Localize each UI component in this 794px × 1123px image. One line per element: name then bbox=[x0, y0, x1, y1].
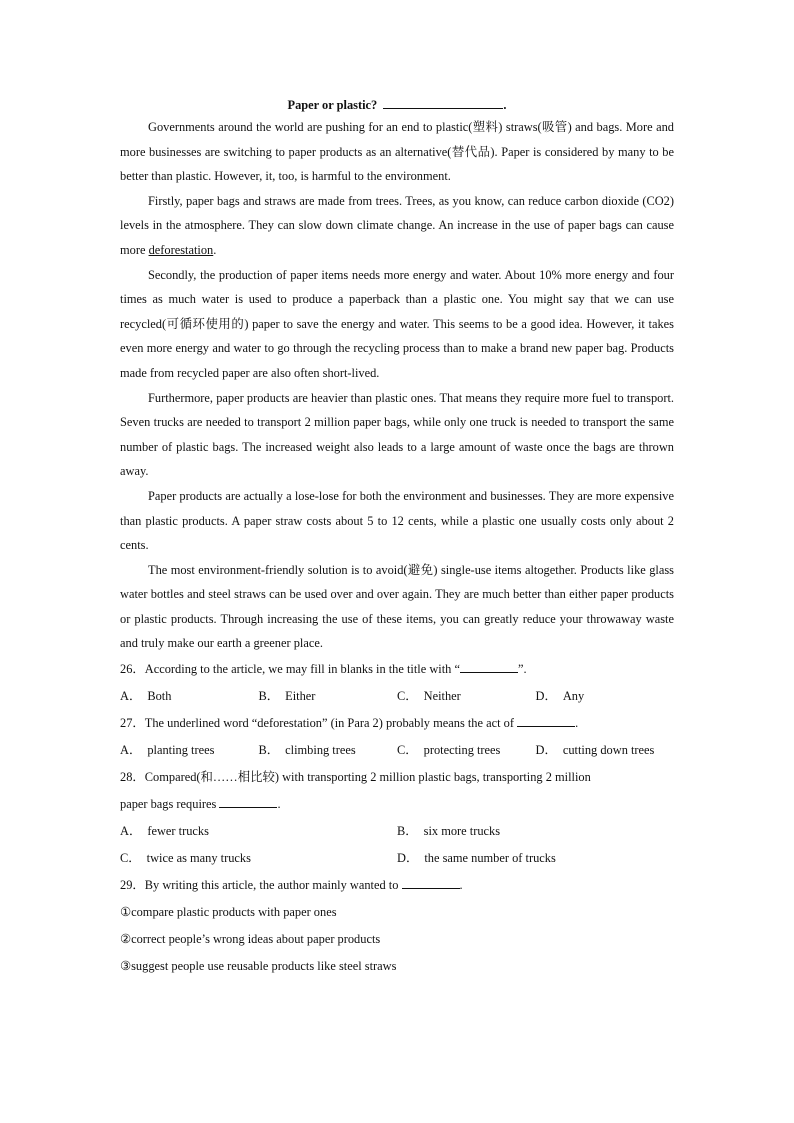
paragraph-6: The most environment-friendly solution is to avoid(避免) single-use items altogether. Products like glass water bottles and steel straws can be used over and over again. They are much better than either paper products or plastic products. Through increasing the use of these items, you can greatly reduce your throwaway waste and truly make our earth a greener place. bbox=[120, 562, 674, 651]
option-d[interactable]: D． cutting down trees bbox=[535, 743, 655, 758]
answer-blank bbox=[460, 662, 518, 673]
question-28-options-row2 bbox=[120, 845, 674, 872]
question-29 bbox=[120, 872, 674, 899]
answer-blank bbox=[402, 878, 460, 889]
option-d[interactable]: D． the same number of trucks bbox=[397, 851, 556, 866]
option-d[interactable]: D． Any bbox=[535, 689, 585, 704]
paragraph-4: Furthermore, paper products are heavier than plastic ones. That means they require more fuel to transport. Seven trucks are needed to transport 2 million paper bags, while only one truck is needed to transport the same number of plastic bags. The increased weight also leads to a large amount of waste once the bags are thrown away. bbox=[120, 390, 674, 479]
question-26-options bbox=[120, 683, 674, 710]
article-title bbox=[120, 95, 674, 115]
paragraph-3: Secondly, the production of paper items needs more energy and water. About 10% more energy and four times as much water is used to produce a paperback than a plastic one. You might say that we can use recycled(可循环使用的) paper to save the energy and water. This seems to be a good idea. However, it takes even more energy and water to go through the recycling process than to make a brand new paper bag. Products made from recycled paper are also often short-lived. bbox=[120, 267, 674, 380]
statement-2: ②correct people’s wrong ideas about paper products bbox=[120, 932, 381, 947]
paragraph-2-end: . bbox=[213, 242, 217, 257]
question-27 bbox=[120, 710, 674, 737]
option-a[interactable]: A． fewer trucks bbox=[120, 824, 209, 839]
option-a[interactable]: A． Both bbox=[120, 689, 172, 704]
paragraph-2 bbox=[120, 189, 674, 263]
title-text: Paper or plastic? bbox=[287, 98, 378, 112]
worksheet-page bbox=[120, 95, 674, 980]
option-b[interactable]: B． six more trucks bbox=[397, 824, 501, 839]
answer-blank bbox=[219, 797, 277, 808]
question-29-stem-end: . bbox=[459, 878, 463, 893]
option-b[interactable]: B． Either bbox=[258, 689, 316, 704]
paragraph-2-text: Firstly, paper bags and straws are made from trees. Trees, as you know, can reduce carbon dioxide (CO2) levels in the atmosphere. They can slow down climate change. An increase in the use of paper bags can cause more bbox=[120, 193, 674, 257]
question-27-options bbox=[120, 737, 674, 764]
question-28-stem-line2: paper bags requires bbox=[120, 797, 220, 812]
question-27-stem: 27．The underlined word “deforestation” (in Para 2) probably means the act of bbox=[120, 716, 518, 731]
title-blank bbox=[383, 96, 503, 109]
option-c[interactable]: C． Neither bbox=[397, 689, 461, 704]
title-period: . bbox=[503, 98, 507, 112]
question-29-stem: 29．By writing this article, the author mainly wanted to bbox=[120, 878, 402, 893]
question-28-stem-end: . bbox=[277, 797, 281, 812]
option-c[interactable]: C． twice as many trucks bbox=[120, 851, 251, 866]
question-28-options-row1 bbox=[120, 818, 674, 845]
option-a[interactable]: A． planting trees bbox=[120, 743, 215, 758]
question-26-stem-end: ”. bbox=[517, 662, 527, 677]
option-c[interactable]: C． protecting trees bbox=[397, 743, 501, 758]
paragraph-5: Paper products are actually a lose-lose for both the environment and businesses. They are more expensive than plastic products. A paper straw costs about 5 to 12 cents, while a plastic one usually costs only about 2 cents. bbox=[120, 488, 674, 553]
question-28 bbox=[120, 764, 674, 818]
question-27-stem-end: . bbox=[575, 716, 579, 731]
question-26-stem: 26．According to the article, we may fill in blanks in the title with “ bbox=[120, 662, 460, 677]
statement-3: ③suggest people use reusable products like steel straws bbox=[120, 959, 397, 974]
option-b[interactable]: B． climbing trees bbox=[258, 743, 356, 758]
answer-blank bbox=[517, 716, 575, 727]
paragraph-1: Governments around the world are pushing for an end to plastic(塑料) straws(吸管) and bags. More and more businesses are switching to paper products as an alternative(替代品). Paper is considered by many to be better than plastic. However, it, too, is harmful to the environment. bbox=[120, 120, 674, 184]
underlined-word: deforestation bbox=[148, 242, 214, 257]
question-26 bbox=[120, 656, 674, 683]
question-28-stem: 28．Compared(和……相比较) with transporting 2 million plastic bags, transporting 2 million bbox=[120, 770, 591, 785]
statement-1: ①compare plastic products with paper ones bbox=[120, 905, 337, 920]
